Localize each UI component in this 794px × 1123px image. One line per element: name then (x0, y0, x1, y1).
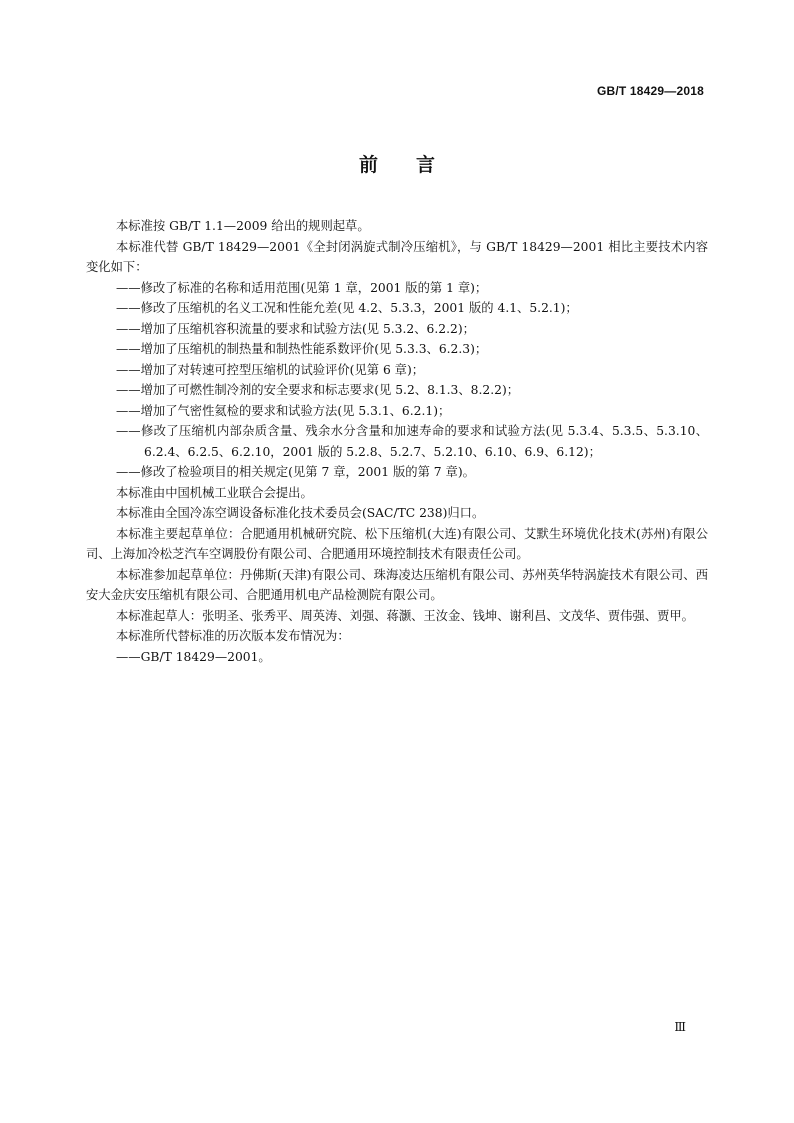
page-title (0, 150, 794, 177)
title-part-2: 言 (416, 154, 436, 176)
paragraph-proposer: 本标准由中国机械工业联合会提出。 (116, 485, 313, 500)
standard-code: GB/T 18429—2018 (596, 84, 704, 98)
paragraph-version-history: 本标准所代替标准的历次版本发布情况为： (116, 629, 350, 643)
change-item: ——增加了气密性氦检的要求和试验方法(见 5.3.1、6.2.1)； (116, 403, 451, 418)
paragraph-replacement: 本标准代替 GB/T 18429—2001《全封闭涡旋式制冷压缩机》，与 GB/T 18429—2001 相比主要技术内容变化如下： (86, 239, 708, 274)
change-item: ——增加了对转速可控型压缩机的试验评价(见第 6 章)； (116, 362, 425, 377)
paragraph-drafting-rule: 本标准按 GB/T 1.1—2009 给出的规则起草。 (116, 219, 370, 233)
change-item: ——修改了压缩机内部杂质含量、残余水分含量和加速寿命的要求和试验方法(见 5.3.4、5.3.5、5.3.10、6.2.4、6.2.5、6.2.10，2001 版的 5.2.8、5.2.7、5.2.10、6.10、6.9、6.12)； (116, 424, 708, 459)
change-item: ——修改了检验项目的相关规定(见第 7 章，2001 版的第 7 章)。 (116, 465, 475, 479)
foreword-body (86, 216, 708, 667)
change-item: ——增加了压缩机容积流量的要求和试验方法(见 5.3.2、6.2.2)； (116, 321, 475, 336)
change-item: ——增加了压缩机的制热量和制热性能系数评价(见 5.3.3、6.2.3)； (116, 342, 488, 356)
paragraph-drafting-persons: 本标准起草人：张明圣、张秀平、周英涛、刘强、蒋灏、王汝金、钱坤、谢利昌、文茂华、贾伟强、贾甲。 (116, 608, 694, 623)
page-number: Ⅲ (674, 1020, 686, 1034)
paragraph-main-drafters: 本标准主要起草单位：合肥通用机械研究院、松下压缩机(大连)有限公司、艾默生环境优化技术(苏州)有限公司、上海加冷松芝汽车空调股份有限公司、合肥通用环境控制技术有限责任公司。 (86, 526, 708, 561)
change-item: ——增加了可燃性制冷剂的安全要求和标志要求(见 5.2、8.1.3、8.2.2)； (116, 383, 520, 397)
change-item: ——修改了标准的名称和适用范围(见第 1 章，2001 版的第 1 章)； (116, 280, 488, 295)
paragraph-participating-drafters: 本标准参加起草单位：丹佛斯(天津)有限公司、珠海凌达压缩机有限公司、苏州英华特涡旋技术有限公司、西安大金庆安压缩机有限公司、合肥通用机电产品检测院有限公司。 (86, 567, 708, 602)
title-part-1: 前 (358, 154, 378, 176)
history-item: ——GB/T 18429—2001。 (116, 649, 271, 664)
change-item: ——修改了压缩机的名义工况和性能允差(见 4.2、5.3.3，2001 版的 4.1、5.2.1)； (116, 301, 578, 315)
paragraph-technical-committee: 本标准由全国冷冻空调设备标准化技术委员会(SAC/TC 238)归口。 (116, 506, 485, 520)
